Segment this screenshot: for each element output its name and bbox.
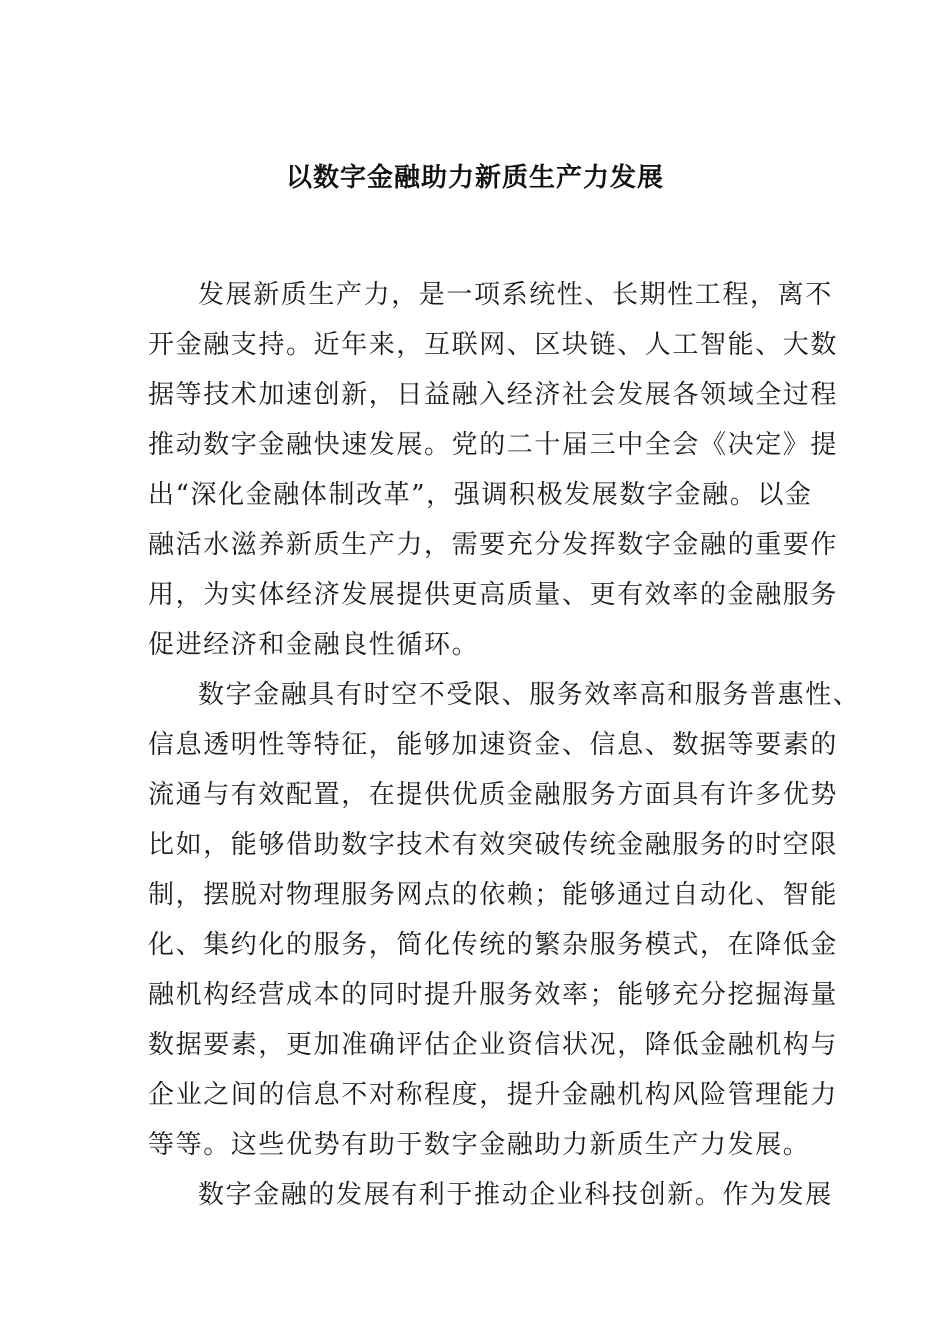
paragraph-2-line-5: 制，摆脱对物理服务网点的依赖；能够通过自动化、智能 bbox=[148, 880, 839, 910]
paragraph-2-line-7: 融机构经营成本的同时提升服务效率；能够充分挖掘海量 bbox=[148, 980, 839, 1010]
paragraph-1-line-8: 促进经济和金融良性循环。 bbox=[148, 630, 480, 660]
paragraph-2-line-4: 比如，能够借助数字技术有效突破传统金融服务的时空限 bbox=[148, 830, 839, 860]
paragraph-2-line-6: 化、集约化的服务，简化传统的繁杂服务模式，在降低金 bbox=[148, 930, 839, 960]
paragraph-1-line-4: 推动数字金融快速发展。党的二十届三中全会《决定》提 bbox=[148, 430, 839, 460]
paragraph-1-line-3: 据等技术加速创新，日益融入经济社会发展各领域全过程 bbox=[148, 380, 839, 410]
paragraph-1-line-5: 出“深化金融体制改革”，强调积极发展数字金融。以金 bbox=[148, 480, 813, 510]
paragraph-2-line-1: 数字金融具有时空不受限、服务效率高和服务普惠性、 bbox=[198, 680, 861, 710]
paragraph-2-line-9: 企业之间的信息不对称程度，提升金融机构风险管理能力 bbox=[148, 1080, 839, 1110]
paragraph-1-line-6: 融活水滋养新质生产力，需要充分发挥数字金融的重要作 bbox=[148, 530, 839, 560]
paragraph-1-line-2: 开金融支持。近年来，互联网、区块链、人工智能、大数 bbox=[148, 330, 839, 360]
paragraph-2-line-8: 数据要素，更加准确评估企业资信状况，降低金融机构与 bbox=[148, 1030, 839, 1060]
paragraph-2-line-10: 等等。这些优势有助于数字金融助力新质生产力发展。 bbox=[148, 1130, 811, 1160]
document-title: 以数字金融助力新质生产力发展 bbox=[285, 163, 664, 193]
paragraph-1-line-7: 用，为实体经济发展提供更高质量、更有效率的金融服务 bbox=[148, 580, 839, 610]
paragraph-2-line-2: 信息透明性等特征，能够加速资金、信息、数据等要素的 bbox=[148, 730, 839, 760]
paragraph-2-line-3: 流通与有效配置，在提供优质金融服务方面具有许多优势 bbox=[148, 780, 839, 810]
paragraph-3-line-1: 数字金融的发展有利于推动企业科技创新。作为发展 bbox=[198, 1180, 833, 1210]
paragraph-1-line-1: 发展新质生产力，是一项系统性、长期性工程，离不 bbox=[198, 280, 833, 310]
